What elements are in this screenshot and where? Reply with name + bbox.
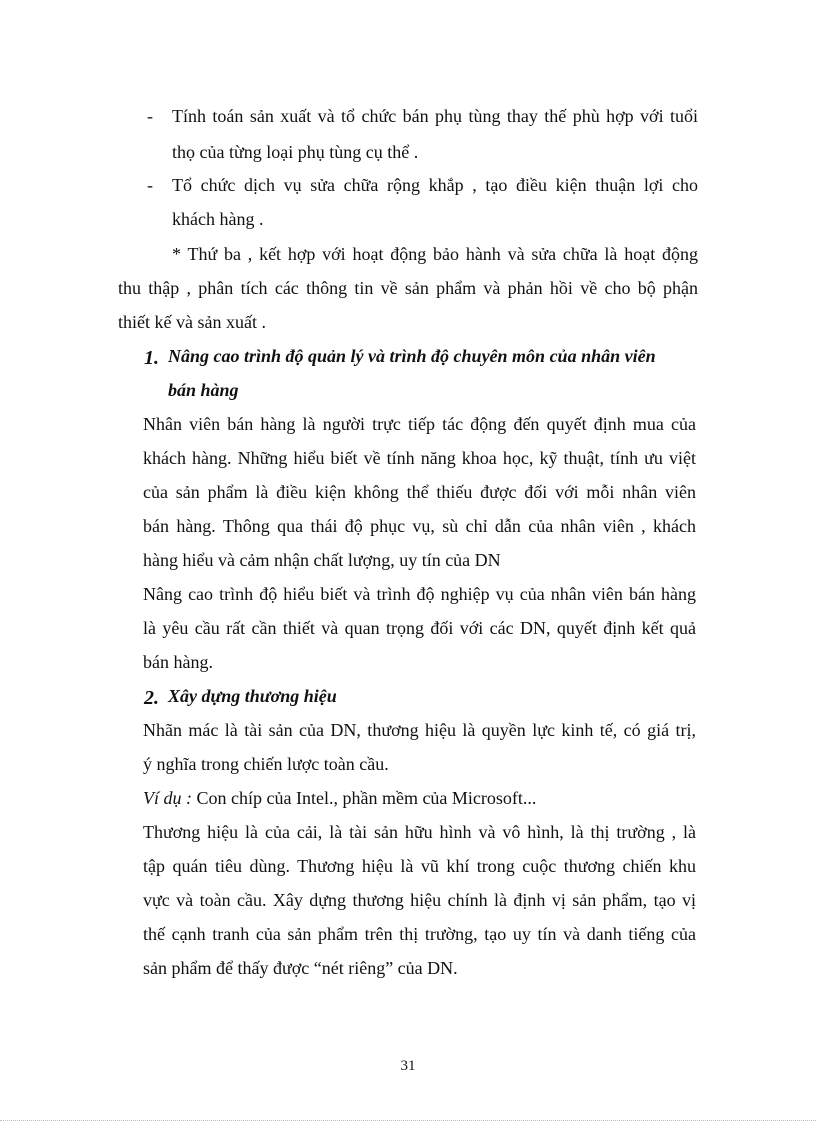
example-label: Ví dụ : [143, 788, 192, 808]
paragraph-line: là yêu cầu rất cần thiết và quan trọng đối với các DN, quyết định kết quả [143, 618, 696, 638]
bullet-dash: - [147, 106, 153, 126]
paragraph-line: Thương hiệu là của cải, là tài sản hữu hình và vô hình, là thị trường , là [143, 822, 696, 842]
paragraph-line: ý nghĩa trong chiến lược toàn cầu. [143, 754, 389, 774]
paragraph-line: khách hàng. Những hiểu biết về tính năng khoa học, kỹ thuật, tính ưu việt [143, 448, 696, 468]
paragraph-line: thiết kế và sản xuất . [118, 312, 266, 332]
page-number: 31 [400, 1058, 416, 1074]
bullet-dash: - [147, 175, 153, 195]
example-line [143, 786, 536, 810]
paragraph-line: vực và toàn cầu. Xây dựng thương hiệu chính là định vị sản phẩm, tạo vị [143, 890, 696, 910]
paragraph-line: thế cạnh tranh của sản phẩm trên thị trường, tạo uy tín và danh tiếng của [143, 924, 696, 944]
paragraph-line: sản phẩm để thấy được “nét riêng” của DN. [143, 958, 458, 978]
section-heading: Nâng cao trình độ quản lý và trình độ chuyên môn của nhân viên [168, 346, 656, 366]
page-bottom-divider [0, 1120, 816, 1121]
paragraph-line: Nâng cao trình độ hiểu biết và trình độ nghiệp vụ của nhân viên bán hàng [143, 584, 696, 604]
bullet-text-line: thọ của từng loại phụ tùng cụ thể . [172, 142, 419, 162]
section-number: 2. [144, 687, 159, 709]
example-text: Con chíp của Intel., phần mềm của Microsoft... [192, 788, 537, 808]
paragraph-line: của sản phẩm là điều kiện không thể thiếu được đối với mỗi nhân viên [143, 482, 696, 502]
paragraph-line: bán hàng. Thông qua thái độ phục vụ, sù chỉ dẫn của nhân viên , khách [143, 516, 696, 536]
paragraph-line: hàng hiểu và cảm nhận chất lượng, uy tín của DN [143, 550, 501, 570]
bullet-text-line: khách hàng . [172, 209, 264, 229]
paragraph-line: Nhân viên bán hàng là người trực tiếp tác động đến quyết định mua của [143, 414, 696, 434]
section-heading: Xây dựng thương hiệu [168, 686, 337, 706]
section-number: 1. [144, 347, 159, 369]
paragraph-line: Nhãn mác là tài sản của DN, thương hiệu là quyền lực kinh tế, có giá trị, [143, 720, 696, 740]
paragraph-line: thu thập , phân tích các thông tin về sản phẩm và phản hồi về cho bộ phận [118, 278, 698, 298]
paragraph-line: * Thứ ba , kết hợp với hoạt động bảo hành và sửa chữa là hoạt động [172, 244, 698, 264]
paragraph-line: bán hàng. [143, 652, 213, 672]
bullet-text-line: Tổ chức dịch vụ sửa chữa rộng khắp , tạo điều kiện thuận lợi cho [172, 175, 698, 195]
section-heading: bán hàng [168, 380, 239, 400]
paragraph-line: tập quán tiêu dùng. Thương hiệu là vũ khí trong cuộc thương chiến khu [143, 856, 696, 876]
bullet-text-line: Tính toán sản xuất và tổ chức bán phụ tùng thay thế phù hợp với tuổi [172, 106, 698, 126]
